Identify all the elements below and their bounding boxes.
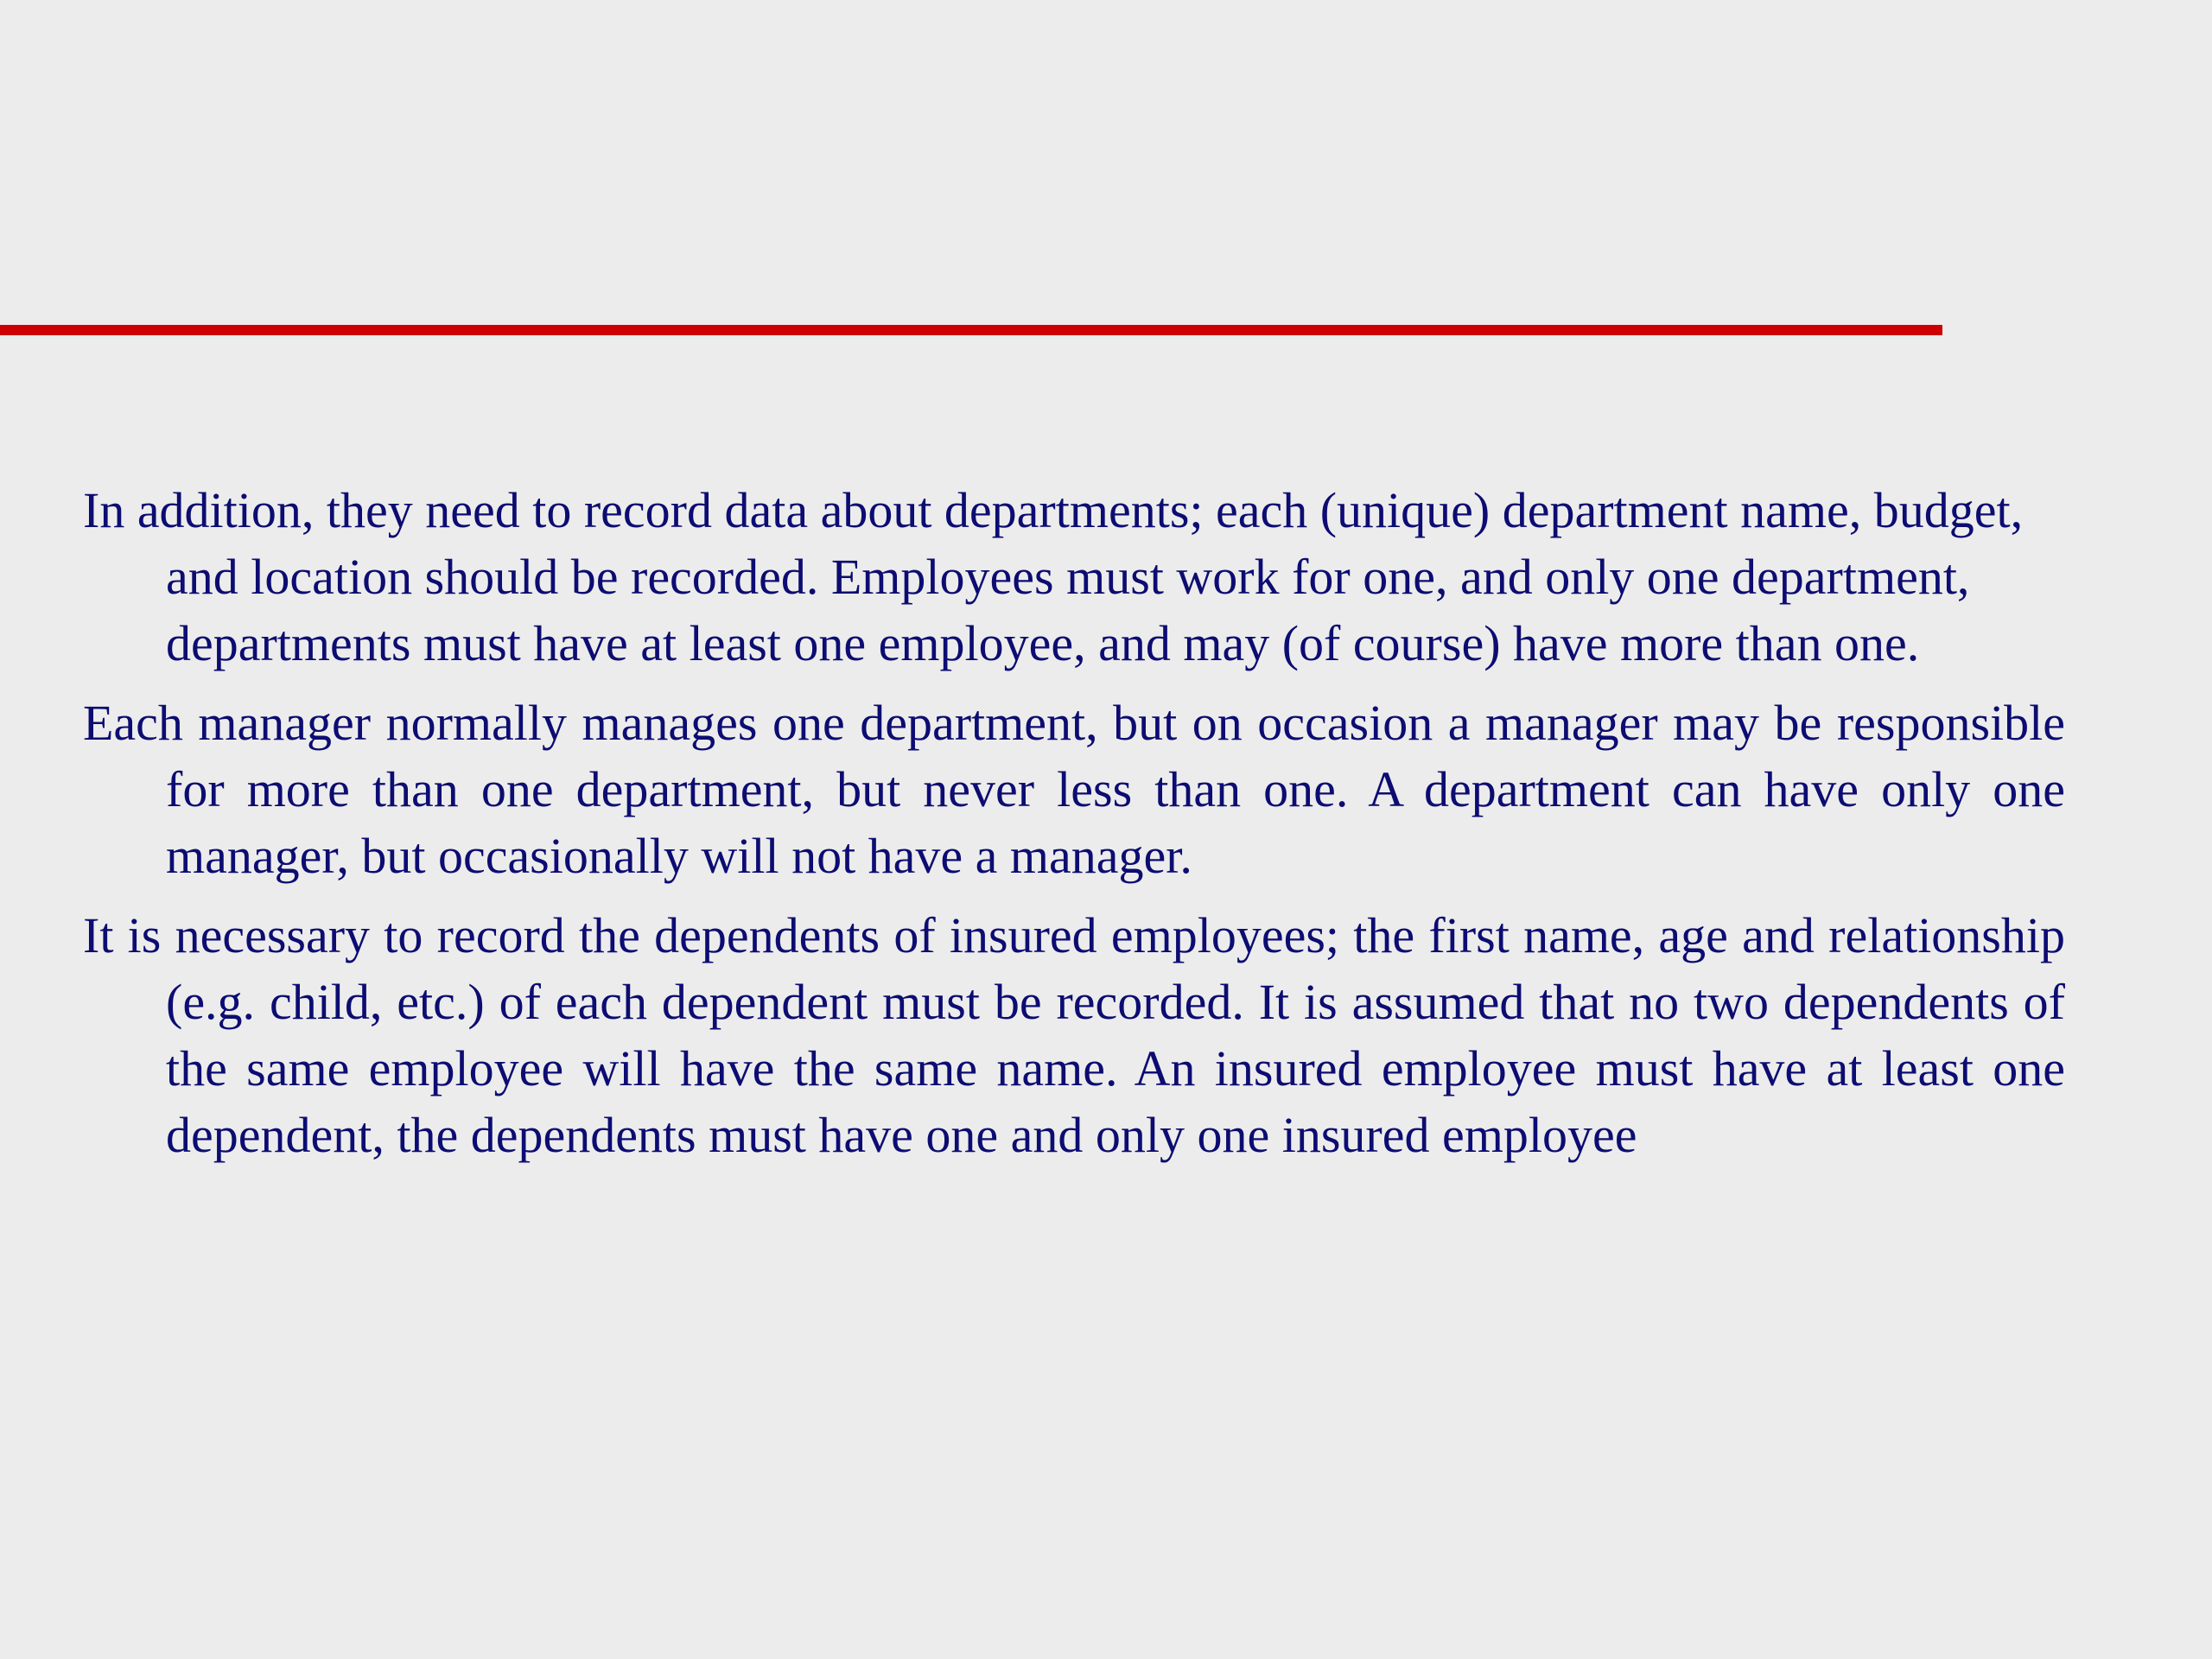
paragraph-dependents: It is necessary to record the dependents of insured employees; the first name, age and relationship (e.g. child, etc.) of each dependent must be recorded. It is assumed that no two dependents of the same employee will have the same name. An insured employee must have at least one dependent, the dependents must have one and only one insured employee [83,907,2065,1163]
title-divider-line [0,325,1942,335]
slide-body [83,477,2065,1181]
paragraph-departments: In addition, they need to record data about departments; each (unique) department name, budget, and location should be recorded. Employees must work for one, and only one department, departments must have at least one employee, and may (of course) have more than one. [83,482,2024,671]
paragraph-managers: Each manager normally manages one department, but on occasion a manager may be responsible for more than one department, but never less than one. A department can have only one manager, but occasionally will not have a manager. [83,695,2065,884]
